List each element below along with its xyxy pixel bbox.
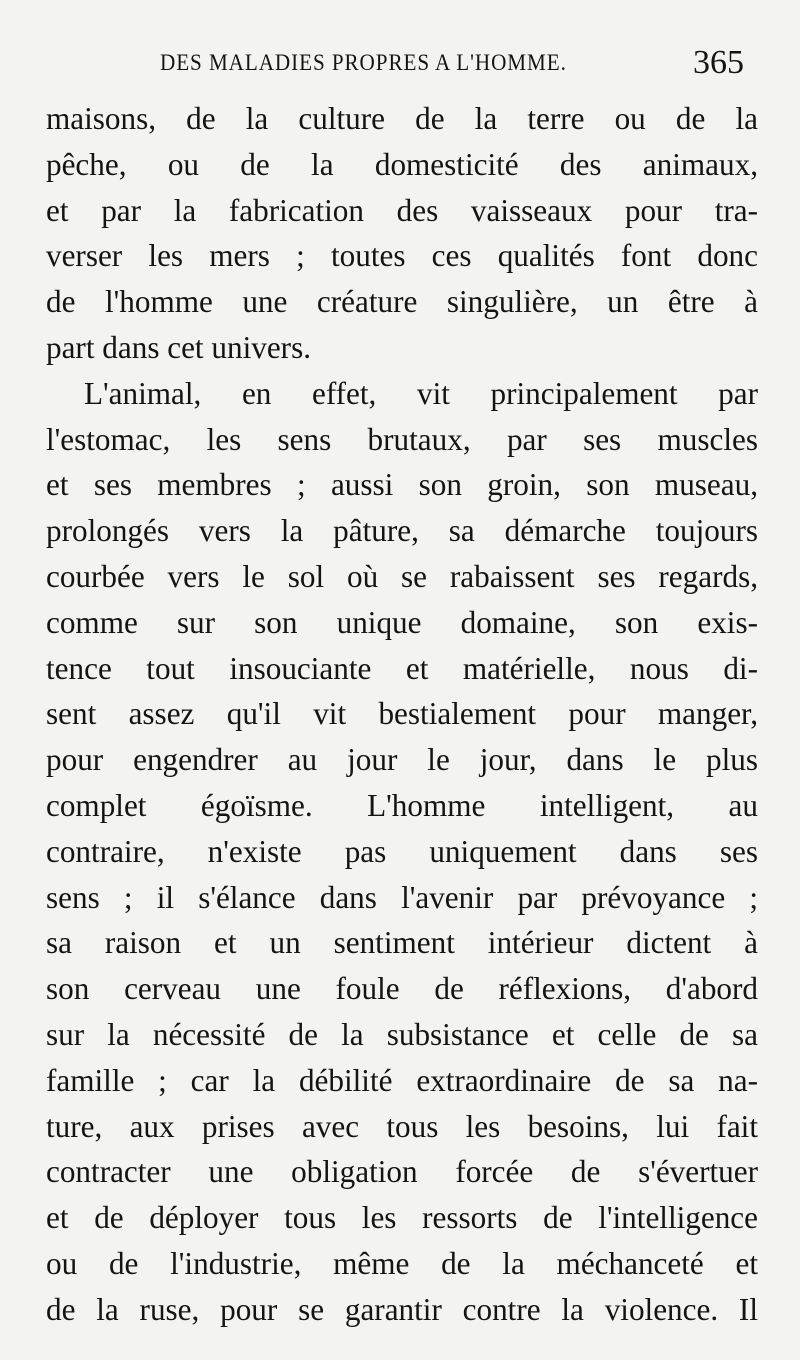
body-text: [46, 96, 758, 1333]
text-line: famille ; car la débilité extraordinaire de sa na-: [46, 1062, 758, 1098]
page-header: [160, 44, 750, 84]
text-line: son cerveau une foule de réflexions, d'abord: [46, 971, 758, 1007]
text-line: pour engendrer au jour le jour, dans le plus: [46, 742, 758, 778]
text-line: contracter une obligation forcée de s'évertuer: [46, 1154, 758, 1190]
text-line: L'animal, en effet, vit principalement par: [84, 375, 758, 411]
text-line: et de déployer tous les ressorts de l'intelligence: [46, 1200, 758, 1236]
text-line: l'estomac, les sens brutaux, par ses muscles: [46, 421, 758, 457]
text-line: de la ruse, pour se garantir contre la violence. Il: [46, 1291, 758, 1327]
text-line: sur la nécessité de la subsistance et celle de sa: [46, 1016, 758, 1052]
page-number: 365: [693, 44, 744, 81]
text-line: complet égoïsme. L'homme intelligent, au: [46, 787, 758, 823]
text-line: pêche, ou de la domesticité des animaux,: [46, 146, 758, 182]
text-line: ture, aux prises avec tous les besoins, lui fait: [46, 1108, 758, 1144]
text-line: sens ; il s'élance dans l'avenir par prévoyance ;: [46, 879, 758, 915]
text-line: comme sur son unique domaine, son exis-: [46, 604, 758, 640]
text-line: sa raison et un sentiment intérieur dictent à: [46, 925, 758, 961]
text-line: verser les mers ; toutes ces qualités font donc: [46, 238, 758, 274]
text-line: courbée vers le sol où se rabaissent ses regards,: [46, 558, 758, 594]
running-head: DES MALADIES PROPRES A L'HOMME.: [160, 50, 567, 75]
text-line: contraire, n'existe pas uniquement dans ses: [46, 833, 758, 869]
text-line: de l'homme une créature singulière, un être à: [46, 284, 758, 320]
text-line: et ses membres ; aussi son groin, son museau,: [46, 467, 758, 503]
text-line: part dans cet univers.: [46, 329, 312, 365]
text-line: et par la fabrication des vaisseaux pour tra-: [46, 192, 758, 228]
text-line: tence tout insouciante et matérielle, nous di-: [46, 650, 758, 686]
text-line: sent assez qu'il vit bestialement pour manger,: [46, 696, 758, 732]
text-line: maisons, de la culture de la terre ou de la: [46, 101, 758, 136]
text-line: prolongés vers la pâture, sa démarche toujours: [46, 513, 758, 549]
text-line: ou de l'industrie, même de la méchanceté et: [46, 1245, 758, 1281]
